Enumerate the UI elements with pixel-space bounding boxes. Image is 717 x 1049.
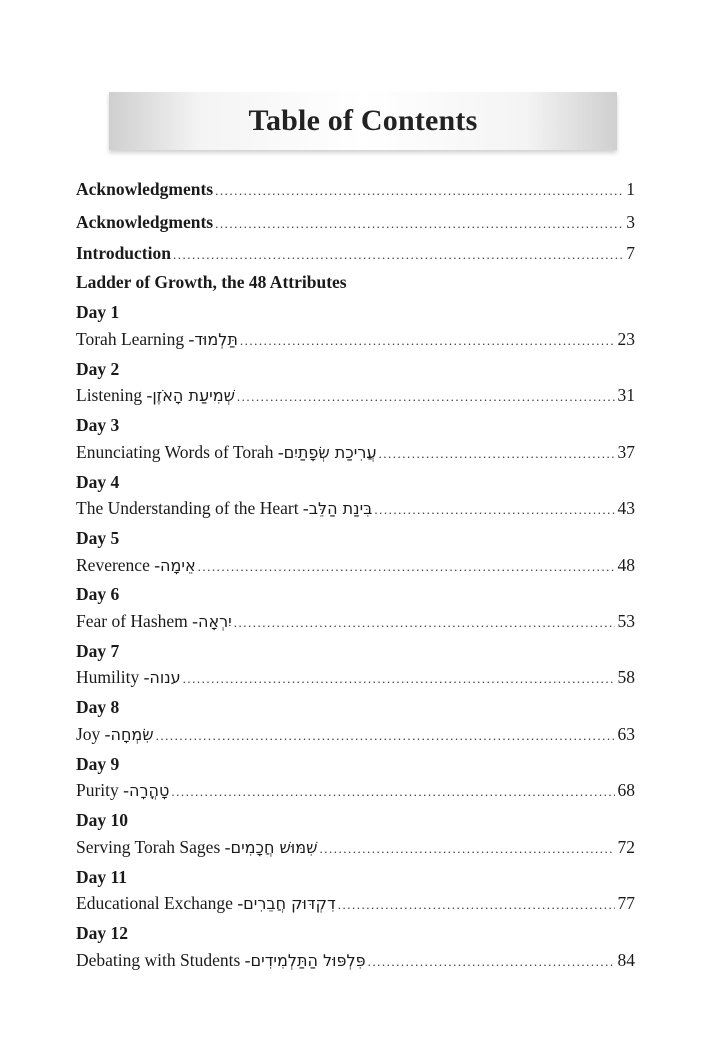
toc-entry-page: 68 [617, 780, 635, 800]
toc-entry-label: Purity - [76, 780, 129, 800]
toc-entry-introduction[interactable] [76, 242, 635, 266]
toc-entry-page: 84 [617, 950, 635, 970]
toc-entry-label: Acknowledgments [76, 212, 214, 232]
dot-leader [173, 244, 623, 266]
dot-leader [215, 180, 623, 202]
toc-entry-day-6[interactable] [76, 610, 635, 634]
dot-leader [319, 838, 614, 860]
day-heading: Day 8 [76, 697, 120, 717]
toc-entry-day-12[interactable] [76, 949, 635, 973]
dot-leader [368, 951, 615, 973]
day-heading: Day 6 [76, 584, 120, 604]
toc-entry-day-10[interactable] [76, 836, 635, 860]
day-heading: Day 10 [76, 810, 129, 830]
day-heading: Day 3 [76, 415, 120, 435]
day-heading: Day 7 [76, 641, 120, 661]
toc-entry-label: Joy - [76, 724, 111, 744]
toc-entry-page: 37 [617, 442, 635, 462]
dot-leader [156, 725, 615, 747]
toc-entry-hebrew: שִׁמּוּשׁ חֲכָמִים [230, 838, 318, 857]
toc-entry-label: Debating with Students - [76, 950, 251, 970]
toc-entry-day-1[interactable] [76, 328, 635, 352]
day-heading: Day 1 [76, 302, 120, 322]
toc-entry-acknowledgments-2[interactable] [76, 211, 635, 235]
toc-entry-page: 53 [617, 611, 635, 631]
toc-entry-label: Enunciating Words of Torah - [76, 442, 284, 462]
toc-entry-hebrew: טָהֳרָה [129, 781, 170, 800]
toc-entry-page: 7 [626, 243, 635, 263]
day-heading: Day 4 [76, 472, 120, 492]
toc-entry-day-3[interactable] [76, 441, 635, 465]
toc-entry-hebrew: יִרְאָה [197, 612, 232, 631]
toc-entry-label: The Understanding of the Heart - [76, 498, 309, 518]
toc-entry-label: Introduction [76, 243, 171, 263]
toc-entry-page: 58 [617, 667, 635, 687]
dot-leader [374, 499, 614, 521]
page-title: Table of Contents [248, 104, 478, 137]
toc-entry-page: 1 [626, 179, 635, 199]
day-heading: Day 9 [76, 754, 120, 774]
dot-leader [234, 612, 615, 634]
toc-entry-hebrew: שְׁמִיעַת הָאֹזֶן [152, 386, 235, 405]
toc-entry-page: 23 [617, 329, 635, 349]
toc-entry-hebrew: עֲרִיכַת שְׂפָתַיִם [283, 443, 377, 462]
toc-entry-label: Torah Learning - [76, 329, 195, 349]
toc-entry-day-2[interactable] [76, 384, 635, 408]
toc-entry-label: Humility - [76, 667, 150, 687]
toc-entry-hebrew: ענוה [149, 668, 181, 687]
dot-leader [183, 668, 615, 690]
toc-entry-page: 48 [617, 555, 635, 575]
toc-entry-hebrew: דִקְדּוּק חֲבֵרִים [243, 894, 336, 913]
toc-entry-page: 77 [617, 893, 635, 913]
toc-entry-hebrew: אֵימָה [160, 556, 196, 575]
dot-leader [198, 556, 615, 578]
toc-entry-acknowledgments-1[interactable] [76, 178, 635, 202]
toc-entry-hebrew: פִּלְפּוּל הַתַּלְמִידִים [250, 951, 366, 970]
dot-leader [379, 443, 615, 465]
toc-entry-page: 72 [617, 837, 635, 857]
day-heading: Day 11 [76, 867, 128, 887]
dot-leader [171, 781, 614, 803]
toc-entry-page: 3 [626, 212, 635, 232]
toc-entry-page: 31 [617, 385, 635, 405]
dot-leader [237, 386, 615, 408]
toc-entry-label: Educational Exchange - [76, 893, 244, 913]
toc-entry-hebrew: שִׂמְחָה [110, 725, 154, 744]
toc-entry-hebrew: תַּלְמוּד [194, 330, 238, 349]
toc-entry-day-7[interactable] [76, 666, 635, 690]
toc-entry-label: Serving Torah Sages - [76, 837, 231, 857]
toc-entry-day-9[interactable] [76, 779, 635, 803]
toc-entry-label: Acknowledgments [76, 179, 214, 199]
toc-entry-hebrew: בִּינַת הַלֵּב [308, 499, 373, 518]
toc-entry-page: 43 [617, 498, 635, 518]
toc-entry-day-4[interactable] [76, 497, 635, 521]
toc-entry-label: Reverence - [76, 555, 161, 575]
toc-entry-day-8[interactable] [76, 723, 635, 747]
toc-entry-page: 63 [617, 724, 635, 744]
dot-leader [215, 213, 623, 235]
toc-entry-day-5[interactable] [76, 554, 635, 578]
title-banner [109, 92, 617, 150]
dot-leader [240, 330, 615, 352]
toc-entry-day-11[interactable] [76, 892, 635, 916]
day-heading: Day 5 [76, 528, 120, 548]
day-heading: Day 2 [76, 359, 120, 379]
toc-entry-label: Listening - [76, 385, 153, 405]
dot-leader [338, 894, 615, 916]
toc-entry-label: Fear of Hashem - [76, 611, 198, 631]
section-heading: Ladder of Growth, the 48 Attributes [76, 272, 347, 292]
day-heading: Day 12 [76, 923, 129, 943]
